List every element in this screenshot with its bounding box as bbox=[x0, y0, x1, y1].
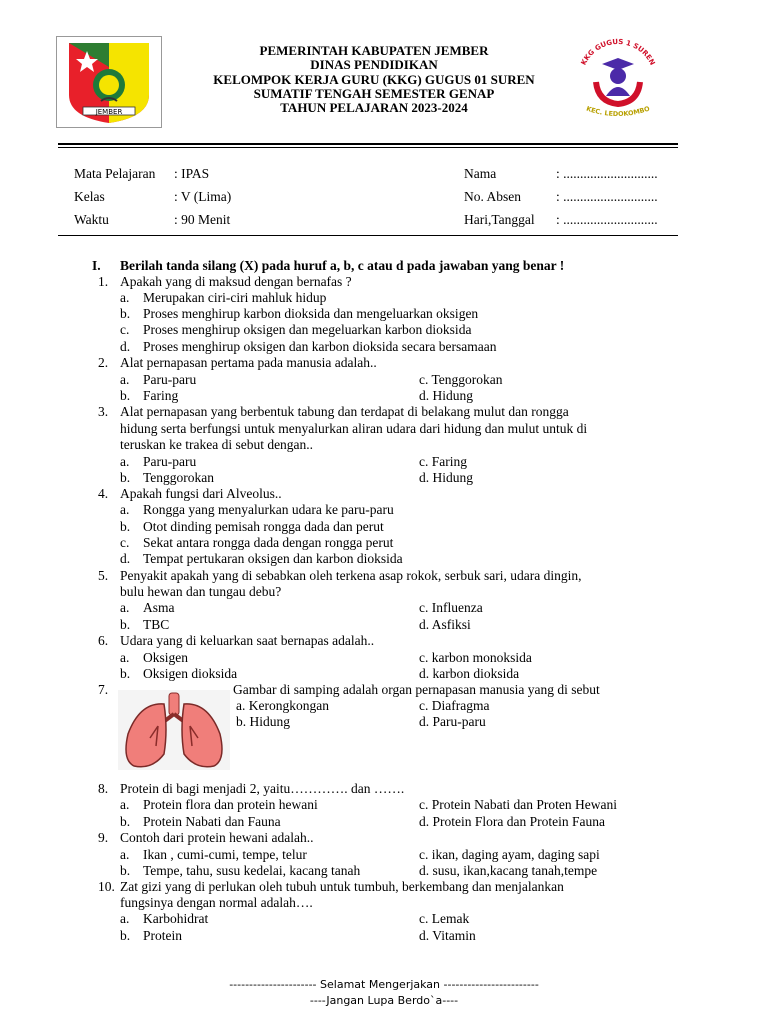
q2-number: 2. bbox=[98, 355, 109, 370]
q2-text: Alat pernapasan pertama pada manusia adalah.. bbox=[120, 355, 377, 370]
q10-text-line-2: fungsinya dengan normal adalah…. bbox=[120, 895, 313, 910]
q3-b-letter[interactable]: b. bbox=[120, 470, 131, 485]
q9-c-option[interactable]: c. ikan, daging ayam, daging sapi bbox=[419, 847, 600, 862]
q6-text: Udara yang di keluarkan saat bernapas adalah.. bbox=[120, 633, 375, 648]
absen-label: No. Absen bbox=[464, 189, 521, 204]
q1-text: Apakah yang di maksud dengan bernafas ? bbox=[120, 274, 352, 289]
q1-a-option[interactable]: Merupakan ciri-ciri mahluk hidup bbox=[143, 290, 327, 305]
q3-text-line-1: Alat pernapasan yang berbentuk tabung dan terdapat di belakang mulut dan rongga bbox=[120, 404, 569, 419]
header-line-4: SUMATIF TENGAH SEMESTER GENAP bbox=[253, 85, 495, 101]
jember-emblem-icon bbox=[57, 37, 161, 127]
q2-a-option[interactable]: Paru-paru bbox=[143, 372, 197, 387]
q1-b-letter[interactable]: b. bbox=[120, 306, 131, 321]
header-line-1: PEMERINTAH KABUPATEN JEMBER bbox=[259, 43, 489, 58]
q2-d-option[interactable]: d. Hidung bbox=[419, 388, 473, 403]
q4-c-option[interactable]: Sekat antara rongga dada dengan rongga perut bbox=[143, 535, 394, 550]
q5-c-option[interactable]: c. Influenza bbox=[419, 600, 483, 615]
q4-a-option[interactable]: Rongga yang menyalurkan udara ke paru-paru bbox=[143, 502, 394, 517]
q8-a-letter[interactable]: a. bbox=[120, 797, 130, 812]
q4-d-option[interactable]: Tempat pertukaran oksigen dan karbon dioksida bbox=[143, 551, 403, 566]
q6-b-option[interactable]: Oksigen dioksida bbox=[143, 666, 238, 681]
q2-b-letter[interactable]: b. bbox=[120, 388, 131, 403]
q9-a-letter[interactable]: a. bbox=[120, 847, 130, 862]
q5-b-letter[interactable]: b. bbox=[120, 617, 131, 632]
header-divider-thin bbox=[58, 147, 678, 148]
mapel-value: : IPAS bbox=[174, 166, 210, 181]
q10-a-option[interactable]: Karbohidrat bbox=[143, 911, 209, 926]
q2-a-letter[interactable]: a. bbox=[120, 372, 130, 387]
q10-d-option[interactable]: d. Vitamin bbox=[419, 928, 476, 943]
hari-field[interactable]: : ............................ bbox=[556, 212, 658, 227]
q3-a-option[interactable]: Paru-paru bbox=[143, 454, 197, 469]
q1-c-letter[interactable]: c. bbox=[120, 322, 130, 337]
section-instruction: Berilah tanda silang (X) pada huruf a, b, c atau d pada jawaban yang benar ! bbox=[120, 258, 565, 273]
q5-d-option[interactable]: d. Asfiksi bbox=[419, 617, 471, 632]
q5-text-line-2: bulu hewan dan tungau debu? bbox=[120, 584, 282, 599]
kelas-label: Kelas bbox=[74, 189, 105, 204]
q3-text-line-2: hidung serta berfungsi untuk menyalurkan aliran udara dari hidung dan mulut untuk di bbox=[120, 421, 588, 436]
lungs-illustration bbox=[118, 690, 230, 770]
q4-a-letter[interactable]: a. bbox=[120, 502, 130, 517]
kelas-value: : V (Lima) bbox=[174, 189, 232, 204]
q10-b-option[interactable]: Protein bbox=[143, 928, 182, 943]
header-line-2: DINAS PENDIDIKAN bbox=[310, 57, 438, 73]
header-line-5: TAHUN PELAJARAN 2023-2024 bbox=[280, 100, 468, 116]
q10-number: 10. bbox=[98, 879, 115, 894]
q4-c-letter[interactable]: c. bbox=[120, 535, 130, 550]
q8-b-option[interactable]: Protein Nabati dan Fauna bbox=[143, 814, 281, 829]
q6-c-option[interactable]: c. karbon monoksida bbox=[419, 650, 532, 665]
q9-b-option[interactable]: Tempe, tahu, susu kedelai, kacang tanah bbox=[143, 863, 361, 878]
header-line-3: KELOMPOK KERJA GURU (KKG) GUGUS 01 SUREN bbox=[213, 71, 535, 87]
q6-d-option[interactable]: d. karbon dioksida bbox=[419, 666, 520, 681]
q6-b-letter[interactable]: b. bbox=[120, 666, 131, 681]
nama-label: Nama bbox=[464, 166, 497, 181]
q3-a-letter[interactable]: a. bbox=[120, 454, 130, 469]
q10-a-letter[interactable]: a. bbox=[120, 911, 130, 926]
q3-c-option[interactable]: c. Faring bbox=[419, 454, 467, 469]
q9-d-option[interactable]: d. susu, ikan,kacang tanah,tempe bbox=[419, 863, 598, 878]
q4-b-letter[interactable]: b. bbox=[120, 519, 131, 534]
lungs-icon bbox=[118, 690, 230, 770]
identity-divider bbox=[58, 235, 678, 236]
kkg-logo-top-text: KKG GUGUS 1 SUREN bbox=[579, 37, 657, 67]
q5-number: 5. bbox=[98, 568, 109, 583]
q4-b-option[interactable]: Otot dinding pemisah rongga dada dan perut bbox=[143, 519, 384, 534]
q8-number: 8. bbox=[98, 781, 109, 796]
kkg-logo-bottom-text: KEC. LEDOKOMBO bbox=[585, 104, 651, 119]
q4-d-letter[interactable]: d. bbox=[120, 551, 131, 566]
q3-b-option[interactable]: Tenggorokan bbox=[143, 470, 215, 485]
q3-text-line-3: teruskan ke trakea di sebut dengan.. bbox=[120, 437, 314, 452]
q1-number: 1. bbox=[98, 274, 109, 289]
q8-c-option[interactable]: c. Protein Nabati dan Proten Hewani bbox=[419, 797, 617, 812]
q1-a-letter[interactable]: a. bbox=[120, 290, 130, 305]
q1-c-option[interactable]: Proses menghirup oksigen dan megeluarkan karbon dioksida bbox=[143, 322, 472, 337]
mapel-label: Mata Pelajaran bbox=[74, 166, 156, 181]
q5-b-option[interactable]: TBC bbox=[143, 617, 170, 632]
q9-a-option[interactable]: Ikan , cumi-cumi, tempe, telur bbox=[143, 847, 307, 862]
q5-a-letter[interactable]: a. bbox=[120, 600, 130, 615]
q3-d-option[interactable]: d. Hidung bbox=[419, 470, 473, 485]
absen-field[interactable]: : ............................ bbox=[556, 189, 658, 204]
q6-number: 6. bbox=[98, 633, 109, 648]
header-title-block bbox=[170, 44, 578, 115]
q7-text: Gambar di samping adalah organ pernapasan manusia yang di sebut bbox=[233, 682, 600, 697]
header-divider-thick bbox=[58, 143, 678, 145]
kkg-logo bbox=[568, 36, 668, 126]
q10-b-letter[interactable]: b. bbox=[120, 928, 131, 943]
q1-d-option[interactable]: Proses menghirup oksigen dan karbon dioksida secara bersamaan bbox=[143, 339, 497, 354]
jember-logo-text: JEMBER bbox=[95, 108, 123, 116]
q7-a-option[interactable]: a. Kerongkongan bbox=[236, 698, 329, 713]
q4-text: Apakah fungsi dari Alveolus.. bbox=[120, 486, 282, 501]
q9-number: 9. bbox=[98, 830, 109, 845]
q9-text: Contoh dari protein hewani adalah.. bbox=[120, 830, 314, 845]
hari-label: Hari,Tanggal bbox=[464, 212, 535, 227]
q7-c-option[interactable]: c. Diafragma bbox=[419, 698, 490, 713]
q1-d-letter[interactable]: d. bbox=[120, 339, 131, 354]
q7-d-option[interactable]: d. Paru-paru bbox=[419, 714, 486, 729]
q5-text-line-1: Penyakit apakah yang di sebabkan oleh terkena asap rokok, serbuk sari, udara dingin, bbox=[120, 568, 582, 583]
q4-number: 4. bbox=[98, 486, 109, 501]
q2-c-option[interactable]: c. Tenggorokan bbox=[419, 372, 503, 387]
q8-a-option[interactable]: Protein flora dan protein hewani bbox=[143, 797, 318, 812]
q6-a-letter[interactable]: a. bbox=[120, 650, 130, 665]
footer-greeting: ---------------------- Selamat Mengerjakan ------------------------ bbox=[229, 978, 539, 991]
q3-number: 3. bbox=[98, 404, 109, 419]
q10-text-line-1: Zat gizi yang di perlukan oleh tubuh untuk tumbuh, berkembang dan menjalankan bbox=[120, 879, 564, 894]
q9-b-letter[interactable]: b. bbox=[120, 863, 131, 878]
q7-b-option[interactable]: b. Hidung bbox=[236, 714, 290, 729]
q8-b-letter[interactable]: b. bbox=[120, 814, 131, 829]
q8-text: Protein di bagi menjadi 2, yaitu…………. dan ……. bbox=[120, 781, 405, 796]
waktu-label: Waktu bbox=[74, 212, 109, 227]
q1-b-option[interactable]: Proses menghirup karbon dioksida dan mengeluarkan oksigen bbox=[143, 306, 479, 321]
section-number: I. bbox=[92, 258, 101, 273]
q10-c-option[interactable]: c. Lemak bbox=[419, 911, 470, 926]
kkg-emblem-icon bbox=[568, 36, 668, 126]
footer-prayer-reminder: ----Jangan Lupa Berdo`a---- bbox=[309, 994, 459, 1007]
nama-field[interactable]: : ............................ bbox=[556, 166, 658, 181]
q8-d-option[interactable]: d. Protein Flora dan Protein Fauna bbox=[419, 814, 605, 829]
jember-logo bbox=[56, 36, 162, 128]
q2-b-option[interactable]: Faring bbox=[143, 388, 179, 403]
q6-a-option[interactable]: Oksigen bbox=[143, 650, 188, 665]
q5-a-option[interactable]: Asma bbox=[143, 600, 175, 615]
q7-number: 7. bbox=[98, 682, 109, 697]
waktu-value: : 90 Menit bbox=[174, 212, 231, 227]
